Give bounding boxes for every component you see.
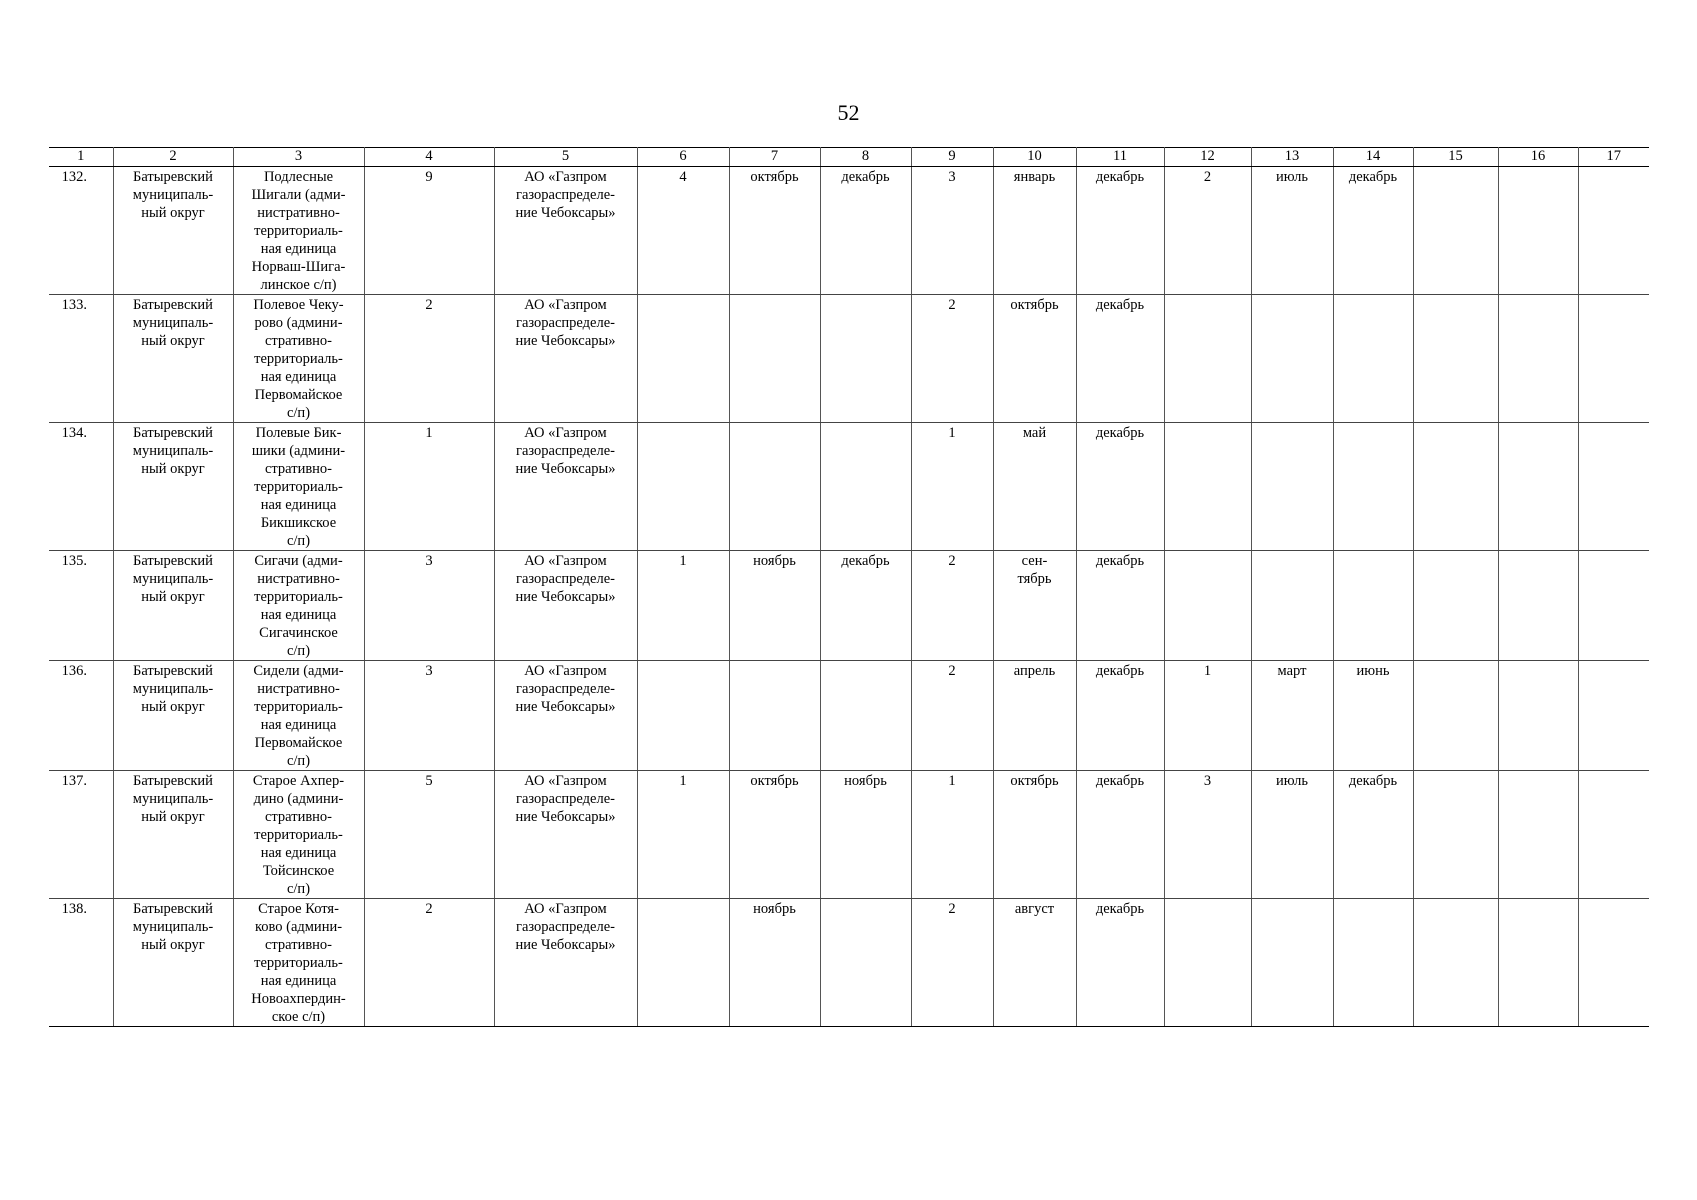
- col11-cell: декабрь: [1076, 295, 1164, 423]
- cell-line: ная единица: [260, 717, 337, 733]
- cell-line: стративно-: [264, 809, 333, 825]
- cell-line: АО «Газпром: [524, 553, 607, 569]
- cell-line: АО «Газпром: [524, 773, 607, 789]
- col10-cell: [993, 295, 1076, 423]
- cell-line: Батыревский: [133, 553, 213, 569]
- col11-cell: декабрь: [1076, 899, 1164, 1027]
- col11-cell: декабрь: [1076, 661, 1164, 771]
- col10-cell: [993, 551, 1076, 661]
- col8-cell: [820, 295, 911, 423]
- settlement-cell: [233, 295, 364, 423]
- settlement-cell: [233, 167, 364, 295]
- col6-cell: 1: [637, 551, 729, 661]
- cell-line: АО «Газпром: [524, 169, 607, 185]
- table-row: [49, 661, 1649, 771]
- col9-cell: 1: [911, 771, 993, 899]
- cell-line: газораспределе-: [516, 443, 615, 459]
- cell-line: Первомайское: [254, 735, 343, 751]
- cell-line: ние Чебоксары»: [515, 589, 616, 605]
- cell-line: Шигали (адми-: [251, 187, 346, 203]
- col14-cell: [1333, 423, 1413, 551]
- col16-cell: [1498, 899, 1578, 1027]
- cell-line: с/п): [286, 881, 311, 897]
- column-number: 3: [233, 148, 364, 167]
- col12-cell: [1164, 423, 1251, 551]
- row-number: 135.: [49, 551, 113, 661]
- cell-line: муниципаль-: [132, 443, 214, 459]
- cell-line: октябрь: [1010, 297, 1059, 313]
- cell-line: ный округ: [141, 699, 205, 715]
- settlement-cell: [233, 551, 364, 661]
- cell-line: муниципаль-: [132, 187, 214, 203]
- cell-line: Сигачи (адми-: [254, 553, 343, 569]
- cell-line: стративно-: [264, 461, 333, 477]
- col16-cell: [1498, 771, 1578, 899]
- col10-cell: [993, 661, 1076, 771]
- col12-cell: 2: [1164, 167, 1251, 295]
- cell-line: ный округ: [141, 809, 205, 825]
- cell-line: территориаль-: [254, 955, 343, 971]
- cell-line: муниципаль-: [132, 791, 214, 807]
- cell-line: газораспределе-: [516, 681, 615, 697]
- count-cell: 2: [364, 899, 494, 1027]
- col11-cell: декабрь: [1076, 551, 1164, 661]
- cell-line: тябрь: [1017, 571, 1052, 587]
- col11-cell: декабрь: [1076, 167, 1164, 295]
- column-number: 12: [1164, 148, 1251, 167]
- cell-line: дино (админи-: [253, 791, 344, 807]
- col6-cell: [637, 295, 729, 423]
- cell-line: январь: [1013, 169, 1056, 185]
- col12-cell: 3: [1164, 771, 1251, 899]
- cell-line: газораспределе-: [516, 315, 615, 331]
- table-body: [49, 167, 1649, 1027]
- cell-line: ная единица: [260, 369, 337, 385]
- col17-cell: [1578, 167, 1649, 295]
- row-number: 132.: [49, 167, 113, 295]
- col11-cell: декабрь: [1076, 423, 1164, 551]
- col10-cell: [993, 423, 1076, 551]
- count-cell: 2: [364, 295, 494, 423]
- col16-cell: [1498, 167, 1578, 295]
- col17-cell: [1578, 295, 1649, 423]
- cell-line: Полевое Чеку-: [253, 297, 344, 313]
- col8-cell: декабрь: [820, 167, 911, 295]
- cell-line: ный округ: [141, 205, 205, 221]
- col9-cell: 2: [911, 551, 993, 661]
- col17-cell: [1578, 771, 1649, 899]
- cell-line: ная единица: [260, 497, 337, 513]
- cell-line: АО «Газпром: [524, 901, 607, 917]
- page-number: 52: [837, 100, 860, 125]
- col12-cell: [1164, 551, 1251, 661]
- cell-line: с/п): [286, 753, 311, 769]
- col13-cell: [1251, 551, 1333, 661]
- col10-cell: [993, 167, 1076, 295]
- cell-line: с/п): [286, 533, 311, 549]
- col9-cell: 1: [911, 423, 993, 551]
- col14-cell: декабрь: [1333, 167, 1413, 295]
- row-number: 134.: [49, 423, 113, 551]
- cell-line: газораспределе-: [516, 791, 615, 807]
- cell-line: стративно-: [264, 333, 333, 349]
- cell-line: Новоахпердин-: [251, 991, 346, 1007]
- cell-line: шики (админи-: [251, 443, 346, 459]
- organization-cell: [494, 551, 637, 661]
- cell-line: ково (админи-: [254, 919, 343, 935]
- district-cell: [113, 167, 233, 295]
- cell-line: АО «Газпром: [524, 297, 607, 313]
- col6-cell: 4: [637, 167, 729, 295]
- cell-line: август: [1014, 901, 1055, 917]
- cell-line: муниципаль-: [132, 681, 214, 697]
- cell-line: стративно-: [264, 937, 333, 953]
- settlement-cell: [233, 899, 364, 1027]
- col15-cell: [1413, 423, 1498, 551]
- cell-line: территориаль-: [254, 827, 343, 843]
- cell-line: Тойсинское: [262, 863, 335, 879]
- col8-cell: [820, 661, 911, 771]
- cell-line: Первомайское: [254, 387, 343, 403]
- col13-cell: июль: [1251, 771, 1333, 899]
- column-number: 2: [113, 148, 233, 167]
- col6-cell: [637, 423, 729, 551]
- row-number: 137.: [49, 771, 113, 899]
- cell-line: ние Чебоксары»: [515, 333, 616, 349]
- col13-cell: март: [1251, 661, 1333, 771]
- organization-cell: [494, 295, 637, 423]
- column-number: 4: [364, 148, 494, 167]
- col7-cell: [729, 661, 820, 771]
- column-number: 16: [1498, 148, 1578, 167]
- col10-cell: [993, 771, 1076, 899]
- column-number: 10: [993, 148, 1076, 167]
- column-number: 15: [1413, 148, 1498, 167]
- cell-line: Сидели (адми-: [253, 663, 344, 679]
- cell-line: ние Чебоксары»: [515, 699, 616, 715]
- settlement-cell: [233, 771, 364, 899]
- column-number: 8: [820, 148, 911, 167]
- col16-cell: [1498, 551, 1578, 661]
- col14-cell: [1333, 551, 1413, 661]
- cell-line: ный округ: [141, 461, 205, 477]
- col14-cell: июнь: [1333, 661, 1413, 771]
- district-cell: [113, 771, 233, 899]
- cell-line: ское с/п): [271, 1009, 326, 1025]
- table-row: [49, 295, 1649, 423]
- district-cell: [113, 661, 233, 771]
- col16-cell: [1498, 423, 1578, 551]
- district-cell: [113, 899, 233, 1027]
- col9-cell: 2: [911, 899, 993, 1027]
- table-row: [49, 423, 1649, 551]
- cell-line: Батыревский: [133, 169, 213, 185]
- column-number: 1: [49, 148, 113, 167]
- count-cell: 3: [364, 661, 494, 771]
- cell-line: нистративно-: [257, 205, 340, 221]
- cell-line: Старое Ахпер-: [252, 773, 345, 789]
- organization-cell: [494, 423, 637, 551]
- col8-cell: декабрь: [820, 551, 911, 661]
- col12-cell: 1: [1164, 661, 1251, 771]
- cell-line: ный округ: [141, 589, 205, 605]
- cell-line: Сигачинское: [259, 625, 338, 641]
- table-row: [49, 771, 1649, 899]
- cell-line: Старое Котя-: [258, 901, 339, 917]
- col11-cell: декабрь: [1076, 771, 1164, 899]
- cell-line: АО «Газпром: [524, 425, 607, 441]
- col13-cell: [1251, 295, 1333, 423]
- column-number: 13: [1251, 148, 1333, 167]
- column-number: 5: [494, 148, 637, 167]
- cell-line: ние Чебоксары»: [515, 937, 616, 953]
- column-number: 6: [637, 148, 729, 167]
- settlement-cell: [233, 423, 364, 551]
- col6-cell: [637, 661, 729, 771]
- col13-cell: [1251, 899, 1333, 1027]
- col15-cell: [1413, 771, 1498, 899]
- cell-line: ная единица: [260, 973, 337, 989]
- cell-line: территориаль-: [254, 589, 343, 605]
- col8-cell: [820, 423, 911, 551]
- cell-line: рово (админи-: [254, 315, 343, 331]
- district-cell: [113, 423, 233, 551]
- col13-cell: июль: [1251, 167, 1333, 295]
- cell-line: Батыревский: [133, 901, 213, 917]
- col14-cell: [1333, 295, 1413, 423]
- cell-line: ный округ: [141, 937, 205, 953]
- cell-line: Норваш-Шига-: [251, 259, 346, 275]
- district-cell: [113, 295, 233, 423]
- table-row: [49, 551, 1649, 661]
- district-cell: [113, 551, 233, 661]
- cell-line: с/п): [286, 643, 311, 659]
- organization-cell: [494, 899, 637, 1027]
- cell-line: апрель: [1013, 663, 1056, 679]
- col9-cell: 3: [911, 167, 993, 295]
- cell-line: газораспределе-: [516, 187, 615, 203]
- col7-cell: [729, 423, 820, 551]
- cell-line: муниципаль-: [132, 315, 214, 331]
- cell-line: Батыревский: [133, 663, 213, 679]
- cell-line: ние Чебоксары»: [515, 461, 616, 477]
- col13-cell: [1251, 423, 1333, 551]
- cell-line: Подлесные: [263, 169, 334, 185]
- cell-line: ная единица: [260, 607, 337, 623]
- col15-cell: [1413, 295, 1498, 423]
- col17-cell: [1578, 899, 1649, 1027]
- col8-cell: [820, 899, 911, 1027]
- cell-line: территориаль-: [254, 351, 343, 367]
- organization-cell: [494, 661, 637, 771]
- cell-line: территориаль-: [254, 479, 343, 495]
- col6-cell: [637, 899, 729, 1027]
- table-row: [49, 167, 1649, 295]
- cell-line: АО «Газпром: [524, 663, 607, 679]
- cell-line: май: [1022, 425, 1047, 441]
- cell-line: муниципаль-: [132, 919, 214, 935]
- column-number: 9: [911, 148, 993, 167]
- col14-cell: декабрь: [1333, 771, 1413, 899]
- column-number-row: [49, 148, 1649, 167]
- row-number: 136.: [49, 661, 113, 771]
- cell-line: территориаль-: [254, 223, 343, 239]
- cell-line: линское с/п): [260, 277, 337, 293]
- cell-line: газораспределе-: [516, 571, 615, 587]
- col6-cell: 1: [637, 771, 729, 899]
- column-number: 7: [729, 148, 820, 167]
- cell-line: территориаль-: [254, 699, 343, 715]
- col17-cell: [1578, 423, 1649, 551]
- col7-cell: [729, 295, 820, 423]
- column-number: 11: [1076, 148, 1164, 167]
- col16-cell: [1498, 661, 1578, 771]
- row-number: 138.: [49, 899, 113, 1027]
- column-number: 14: [1333, 148, 1413, 167]
- cell-line: Батыревский: [133, 773, 213, 789]
- col14-cell: [1333, 899, 1413, 1027]
- col7-cell: октябрь: [729, 167, 820, 295]
- count-cell: 9: [364, 167, 494, 295]
- cell-line: нистративно-: [257, 571, 340, 587]
- settlement-cell: [233, 661, 364, 771]
- col17-cell: [1578, 661, 1649, 771]
- col8-cell: ноябрь: [820, 771, 911, 899]
- col7-cell: октябрь: [729, 771, 820, 899]
- col15-cell: [1413, 661, 1498, 771]
- row-number: 133.: [49, 295, 113, 423]
- count-cell: 1: [364, 423, 494, 551]
- cell-line: ние Чебоксары»: [515, 205, 616, 221]
- col15-cell: [1413, 899, 1498, 1027]
- col15-cell: [1413, 167, 1498, 295]
- cell-line: сен-: [1021, 553, 1048, 569]
- col10-cell: [993, 899, 1076, 1027]
- col12-cell: [1164, 295, 1251, 423]
- cell-line: ная единица: [260, 845, 337, 861]
- cell-line: ние Чебоксары»: [515, 809, 616, 825]
- cell-line: муниципаль-: [132, 571, 214, 587]
- cell-line: ный округ: [141, 333, 205, 349]
- col15-cell: [1413, 551, 1498, 661]
- column-number: 17: [1578, 148, 1649, 167]
- col7-cell: ноябрь: [729, 551, 820, 661]
- table-row: [49, 899, 1649, 1027]
- organization-cell: [494, 771, 637, 899]
- col7-cell: ноябрь: [729, 899, 820, 1027]
- count-cell: 5: [364, 771, 494, 899]
- cell-line: ная единица: [260, 241, 337, 257]
- col9-cell: 2: [911, 295, 993, 423]
- organization-cell: [494, 167, 637, 295]
- col9-cell: 2: [911, 661, 993, 771]
- cell-line: нистративно-: [257, 681, 340, 697]
- col17-cell: [1578, 551, 1649, 661]
- cell-line: Батыревский: [133, 297, 213, 313]
- col16-cell: [1498, 295, 1578, 423]
- count-cell: 3: [364, 551, 494, 661]
- schedule-table: [49, 147, 1649, 1027]
- cell-line: октябрь: [1010, 773, 1059, 789]
- cell-line: с/п): [286, 405, 311, 421]
- cell-line: Полевые Бик-: [255, 425, 342, 441]
- cell-line: газораспределе-: [516, 919, 615, 935]
- cell-line: Батыревский: [133, 425, 213, 441]
- col12-cell: [1164, 899, 1251, 1027]
- cell-line: Бикшикское: [260, 515, 337, 531]
